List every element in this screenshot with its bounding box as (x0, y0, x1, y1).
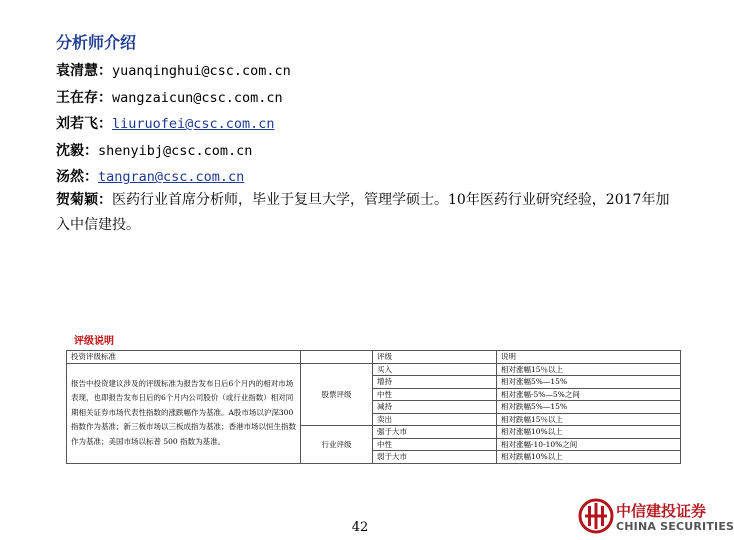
analyst-contact (56, 111, 696, 138)
logo-mark-icon (578, 496, 614, 536)
header-standard: 投资评级标准 (67, 351, 301, 364)
rating-cell: 中性 (373, 388, 497, 401)
analyst-contact (56, 85, 696, 112)
desc-cell: 相对跌幅5%—15% (497, 401, 681, 414)
logo-text-en: CHINA SECURITIES (616, 520, 734, 533)
rating-table (66, 350, 681, 464)
desc-cell: 相对涨幅-10-10%之间 (497, 438, 681, 451)
industry-rating-label: 行业评级 (301, 426, 373, 464)
desc-cell: 相对涨幅5%—15% (497, 376, 681, 389)
page-number: 42 (351, 520, 369, 535)
desc-cell: 相对涨幅10%以上 (497, 426, 681, 439)
analyst-contacts (56, 58, 696, 191)
analyst-email: wangzaicun@csc.com.cn (112, 89, 283, 106)
rating-cell: 中性 (373, 438, 497, 451)
analyst-name: 汤然： (56, 169, 98, 185)
logo-text-cn: 中信建投证券 (616, 502, 707, 520)
analyst-email-link[interactable]: tangran@csc.com.cn (98, 169, 245, 185)
stock-rating-label: 股票评级 (301, 363, 373, 426)
analyst-contact (56, 164, 696, 191)
desc-cell: 相对跌幅10%以上 (497, 451, 681, 464)
desc-cell: 相对涨幅15％以上 (497, 363, 681, 376)
rating-cell: 弱于大市 (373, 451, 497, 464)
standard-text: 报告中投资建议涉及的评级标准为报告发布日后6个月内的相对市场表现，也即报告发布日后的6个月内公司股价（或行业指数）相对同期相关证券市场代表性指数的涨跌幅作为基准。A股市场以沪深300指数作为基准；新三板市场以三板成指为基准；香港市场以恒生指数作为基准；美国市场以标普 500 指数为基准。 (67, 363, 301, 463)
table-header-row (67, 351, 681, 364)
header-empty (301, 351, 373, 364)
analyst-contact (56, 58, 696, 85)
page-title: 分析师介绍 (56, 33, 137, 52)
header-desc: 说明 (497, 351, 681, 364)
rating-cell: 卖出 (373, 413, 497, 426)
rating-title: 评级说明 (74, 336, 114, 347)
rating-cell: 增持 (373, 376, 497, 389)
analyst-email: shenyibj@csc.com.cn (98, 142, 253, 159)
desc-cell: 相对跌幅15％以上 (497, 413, 681, 426)
analyst-name: 沈毅： (56, 142, 98, 159)
analyst-name: 刘若飞： (56, 116, 112, 132)
rating-cell: 买入 (373, 363, 497, 376)
table-row (67, 363, 681, 376)
analyst-name: 王在存： (56, 89, 112, 106)
header-rating: 评级 (373, 351, 497, 364)
bio-text: 医药行业首席分析师，毕业于复旦大学，管理学硕士。10年医药行业研究经验，2017年加入中信建投。 (56, 192, 670, 233)
bio-name: 贺菊颖： (56, 192, 112, 208)
rating-cell: 强于大市 (373, 426, 497, 439)
analyst-contact (56, 138, 696, 165)
analyst-bio (56, 188, 680, 238)
desc-cell: 相对涨幅-5%—5%之间 (497, 388, 681, 401)
analyst-email: yuanqinghui@csc.com.cn (112, 63, 291, 79)
analyst-email-link[interactable]: liuruofei@csc.com.cn (112, 116, 275, 132)
rating-cell: 减持 (373, 401, 497, 414)
company-logo (578, 496, 734, 538)
analyst-name: 袁清慧： (56, 63, 112, 79)
